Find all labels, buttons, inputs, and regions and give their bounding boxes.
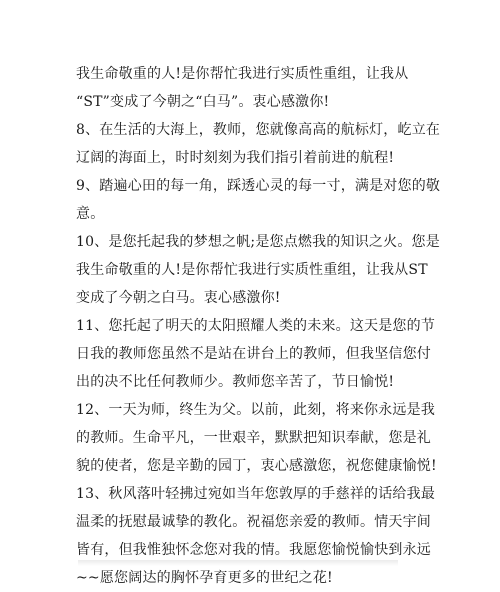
text-line: 日我的教师您虽然不是站在讲台上的教师，但我坚信您付: [76, 346, 431, 362]
text-line: 意。: [76, 206, 105, 222]
text-line: 10、是您托起我的梦想之帆;是您点燃我的知识之火。您是: [76, 234, 440, 250]
text-line: 12、一天为师，终生为父。以前，此刻，将来你永远是我: [76, 402, 436, 418]
text-line: 13、秋风落叶轻拂过宛如当年您敦厚的手慈祥的话给我最: [76, 486, 436, 502]
page-edge-shadow: [78, 560, 398, 566]
text-line: 我生命敬重的人!是你帮忙我进行实质性重组，让我从ST: [76, 262, 428, 278]
text-line: 变成了今朝之白马。衷心感激你!: [76, 290, 281, 306]
document-text-block: [76, 60, 441, 592]
text-line: 我生命敬重的人!是你帮忙我进行实质性重组，让我从: [76, 66, 409, 82]
text-line: 9、踏遍心田的每一角，踩透心灵的每一寸，满是对您的敬: [76, 178, 441, 194]
text-line: “ST”变成了今朝之“白马”。衷心感激你!: [76, 94, 330, 110]
text-line: 辽阔的海面上，时时刻刻为我们指引着前进的航程!: [76, 150, 395, 166]
text-line: 皆有，但我惟独怀念您对我的情。我愿您愉悦愉快到永远: [76, 542, 431, 558]
text-line: 温柔的抚慰最诚挚的教化。祝福您亲爱的教师。情天宇间: [76, 514, 431, 530]
text-line: ~~愿您阔达的胸怀孕育更多的世纪之花!: [76, 570, 333, 586]
text-line: 出的决不比任何教师少。教师您辛苦了，节日愉悦!: [76, 374, 395, 390]
text-line: 11、您托起了明天的太阳照耀人类的未来。这天是您的节: [76, 318, 436, 334]
text-line: 貌的使者，您是辛勤的园丁，衷心感激您，祝您健康愉悦!: [76, 458, 437, 474]
text-line: 8、在生活的大海上，教师，您就像高高的航标灯，屹立在: [76, 122, 441, 138]
text-line: 的教师。生命平凡，一世艰辛，默默把知识奉献，您是礼: [76, 430, 431, 446]
